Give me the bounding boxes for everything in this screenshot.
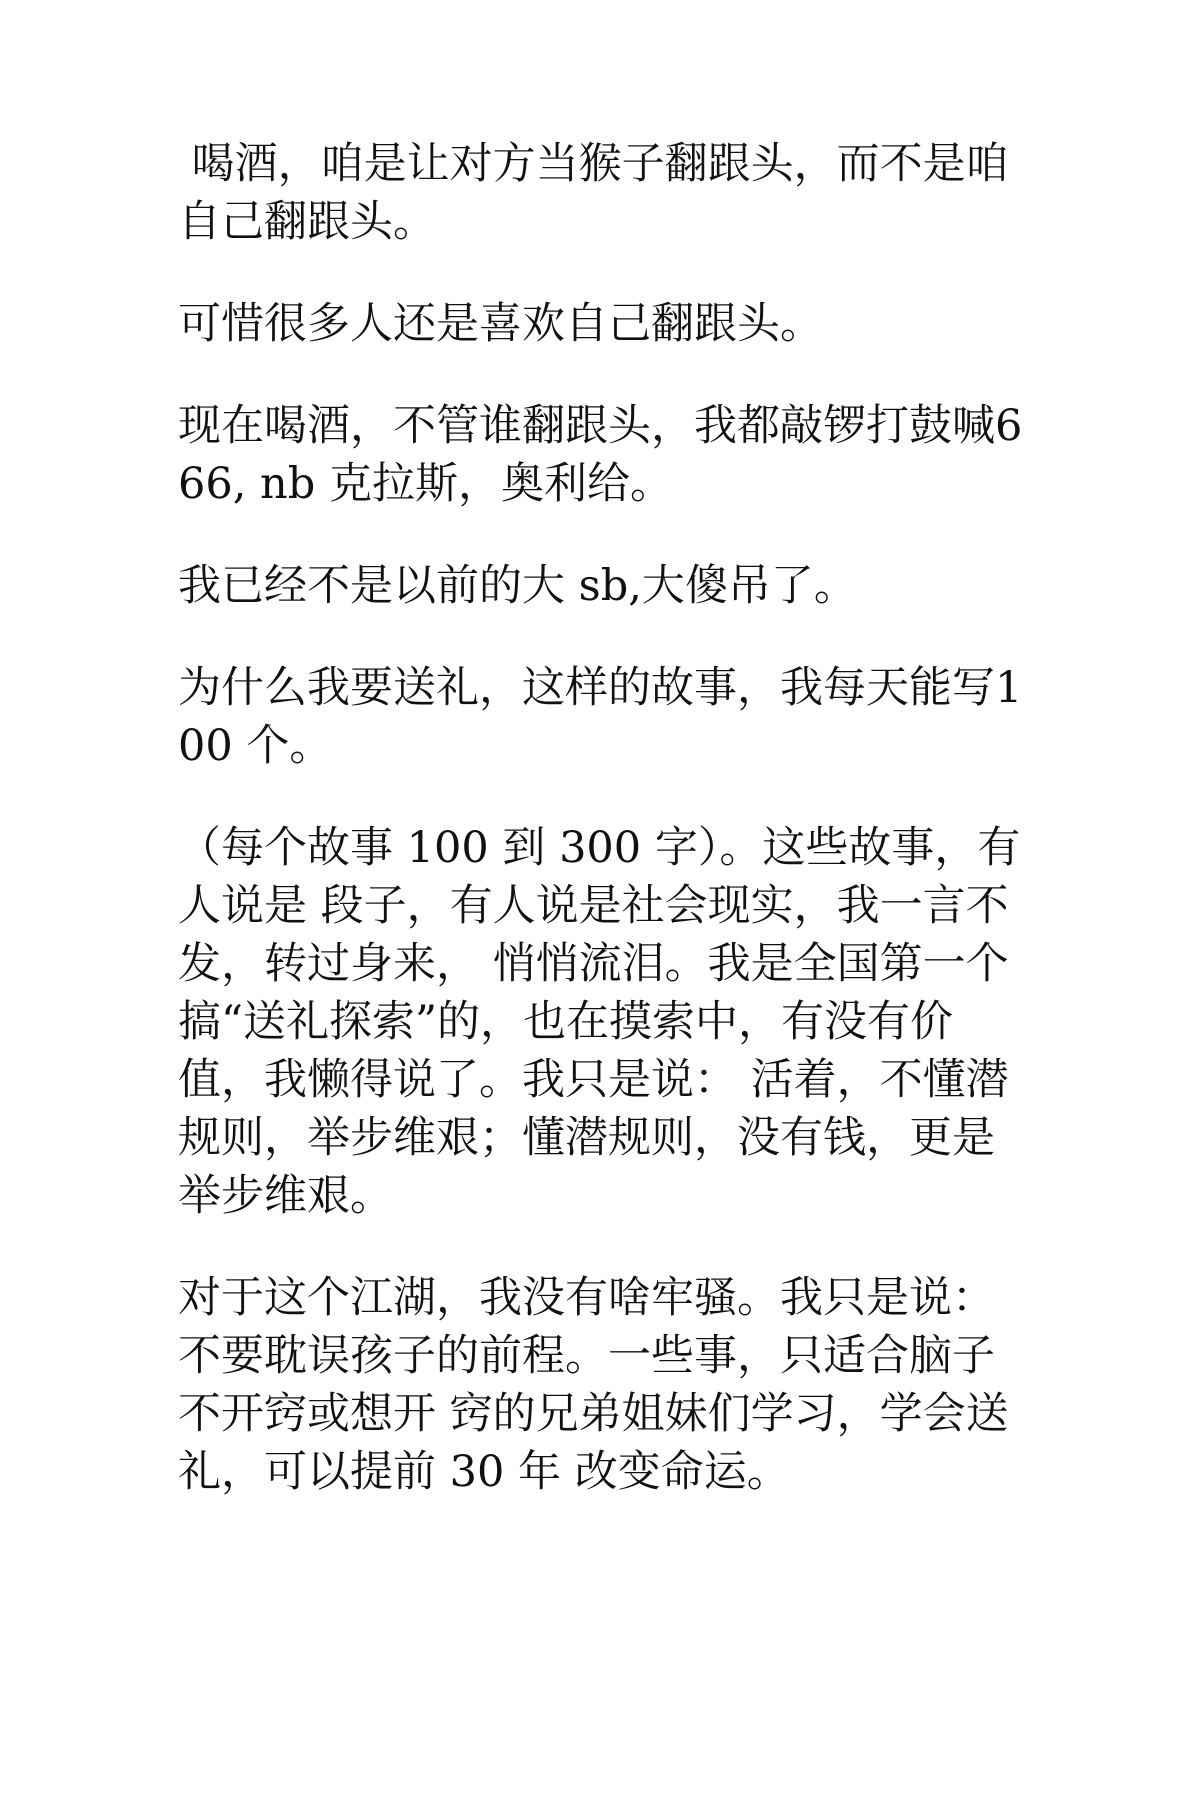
paragraph-3: 现在喝酒，不管谁翻跟头，我都敲锣打鼓喊666, nb 克拉斯，奥利给。 [178,401,1023,509]
paragraph-1: 喝酒，咱是让对方当猴子翻跟头，而不是咱自己翻跟头。 [178,139,1009,247]
paragraph-4: 我已经不是以前的大 sb,大傻吊了。 [178,561,857,611]
article-body [178,135,1028,1545]
paragraph-7: 对于这个江湖，我没有啥牢骚。我只是说：不要耽误孩子的前程。一些事，只适合脑子不开窍或想开 窍的兄弟姐妹们学习，学会送礼，可以提前 30 年 改变命运。 [178,1273,1009,1497]
paragraph-2: 可惜很多人还是喜欢自己翻跟头。 [178,299,823,349]
paragraph-5: 为什么我要送礼，这样的故事，我每天能写100 个。 [178,663,1023,771]
paragraph-6: （每个故事 100 到 300 字）。这些故事，有人说是 段子，有人说是社会现实，我一言不发，转过身来， 悄悄流泪。我是全国第一个搞“送礼探索”的，也在摸索中，有没有价值，我懒得说了。我只是说： 活着，不懂潜规则，举步维艰；懂潜规则，没有钱，更是举步维艰。 [178,823,1021,1221]
